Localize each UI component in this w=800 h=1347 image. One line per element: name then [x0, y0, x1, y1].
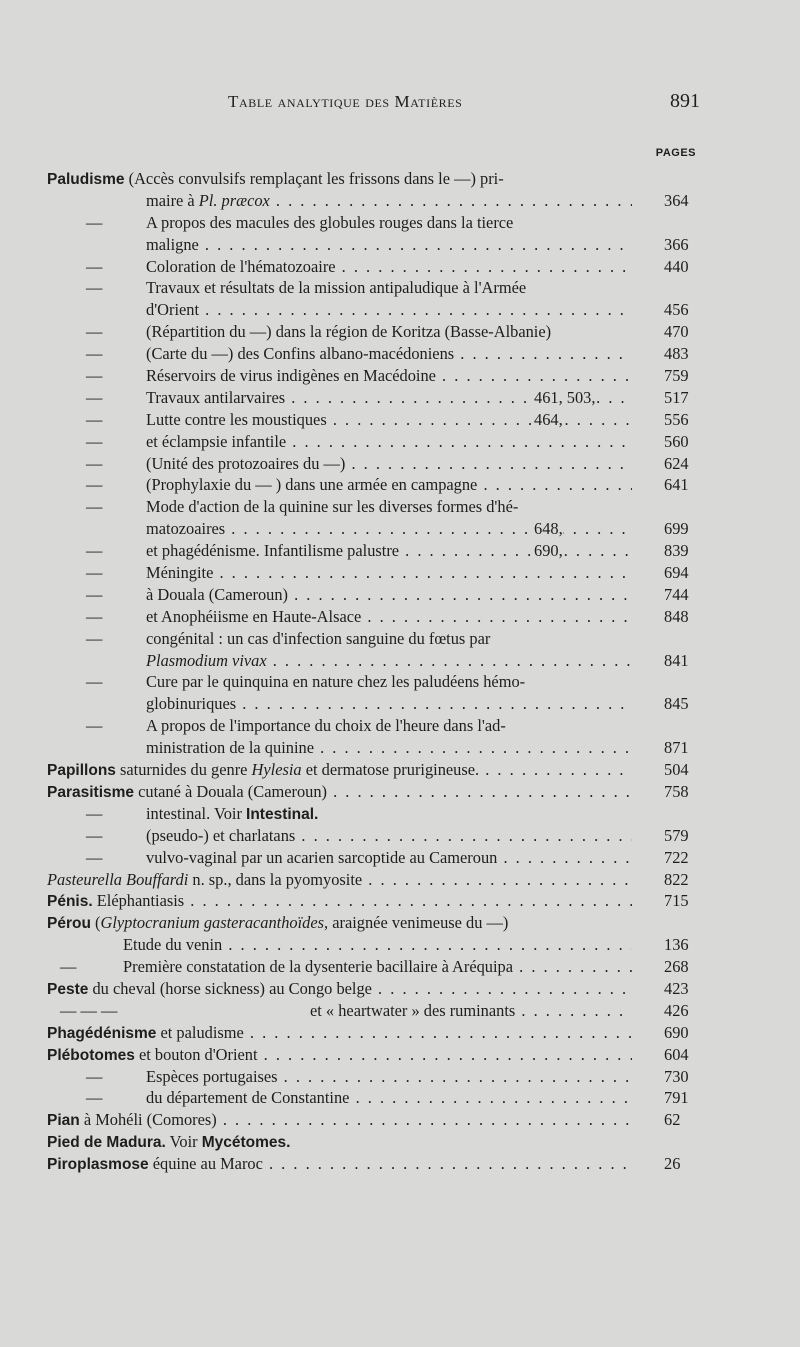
entry-text: [47, 869, 632, 891]
index-line: [0, 890, 800, 912]
entry-description: et « heartwater » des ruminants: [310, 1000, 516, 1020]
entry-description: Eléphantiasis: [92, 891, 185, 911]
index-line: [0, 693, 800, 715]
ditto-dash: —: [86, 584, 103, 604]
entry-text: [146, 365, 632, 387]
ditto-dash: —: [86, 212, 103, 232]
ditto-dash: —: [86, 1066, 103, 1086]
entry-keyword: Pénis.: [47, 893, 93, 911]
ditto-dash: —: [86, 344, 103, 364]
extra-page-refs: 464,: [534, 409, 563, 429]
entry-text: [146, 299, 632, 321]
entry-italic: Glyptocranium gasteracanthoïdes: [100, 913, 325, 933]
extra-page-refs: 690,: [534, 541, 563, 561]
ditto-dash: —: [86, 672, 103, 692]
index-line: [0, 650, 800, 672]
index-line: [0, 584, 800, 606]
page-reference: 690: [664, 1022, 689, 1042]
entry-description: à Mohéli (Comores): [79, 1110, 217, 1130]
index-line: [0, 496, 800, 518]
entry-text: [47, 1022, 632, 1045]
entry-keyword: Piroplasmose: [47, 1156, 149, 1174]
entry-description: d'Orient: [146, 300, 200, 320]
entry-text: [146, 1087, 632, 1109]
entry-description: et dermatose prurigineuse.: [301, 760, 480, 780]
page-reference: 841: [664, 650, 689, 670]
index-line: [0, 190, 800, 212]
index-entries: [0, 168, 800, 1175]
index-line: [0, 956, 800, 978]
index-line: [0, 715, 800, 737]
entry-description: (Répartition du —) dans la région de Koritza (Basse-Albanie): [146, 322, 552, 342]
entry-text: [146, 715, 632, 737]
entry-text: [146, 606, 632, 628]
entry-text: [47, 168, 632, 191]
entry-description: Etude du venin: [123, 935, 223, 955]
entry-italic: Hylesia: [251, 760, 302, 780]
index-line: [0, 299, 800, 321]
entry-description: (Carte du —) des Confins albano-macédoniens: [146, 344, 455, 364]
entry-description: Voir: [165, 1132, 202, 1152]
running-title: Table analytique des Matières: [228, 92, 463, 111]
extra-page-refs: 461, 503,: [534, 387, 596, 407]
entry-text: [146, 671, 632, 693]
page-reference: 504: [664, 760, 689, 780]
index-line: [0, 912, 800, 934]
index-line: [0, 540, 800, 562]
index-line: [0, 343, 800, 365]
entry-text: [146, 628, 632, 650]
entry-description: cutané à Douala (Cameroun): [134, 781, 327, 801]
entry-text: [146, 234, 632, 256]
index-line: [0, 803, 800, 825]
entry-description: vulvo-vaginal par un acarien sarcoptide au Cameroun: [146, 847, 498, 867]
page-reference: 845: [664, 694, 689, 714]
entry-text: [146, 431, 632, 453]
entry-description: maire à: [146, 190, 199, 210]
index-line: [0, 934, 800, 956]
index-line: [0, 409, 800, 431]
index-line: [0, 759, 800, 781]
page-reference: 517: [664, 387, 689, 407]
index-line: [0, 387, 800, 409]
index-line: [0, 256, 800, 278]
entry-description: et bouton d'Orient: [134, 1044, 258, 1064]
page-reference: 440: [664, 256, 689, 276]
ditto-dash: —: [86, 366, 103, 386]
page-reference: 715: [664, 891, 689, 911]
page-reference: 722: [664, 847, 689, 867]
entry-keyword: Pian: [47, 1112, 80, 1130]
entry-text: [146, 190, 632, 212]
index-line: [0, 737, 800, 759]
entry-description: (Accès convulsifs remplaçant les frissons dans le —) pri-: [124, 169, 504, 188]
page-reference: 759: [664, 366, 689, 386]
entry-description: maligne: [146, 234, 199, 254]
index-line: [0, 606, 800, 628]
ditto-dash: —: [86, 563, 103, 583]
cross-reference: Intestinal.: [246, 805, 319, 823]
entry-description: Réservoirs de virus indigènes en Macédoine: [146, 366, 436, 386]
entry-text: [146, 212, 632, 234]
entry-description: , araignée venimeuse du —): [324, 913, 509, 933]
entry-description: n. sp., dans la pyomyosite: [188, 869, 363, 889]
entry-keyword: Pérou: [47, 915, 91, 933]
ditto-dash: —: [86, 803, 103, 823]
entry-description: Cure par le quinquina en nature chez les paludéens hémo-: [146, 672, 526, 692]
page-reference: 136: [664, 935, 689, 955]
ditto-dash: —: [86, 387, 103, 407]
entry-text: [146, 562, 632, 584]
entry-description: A propos des macules des globules rouges dans la tierce: [146, 212, 514, 232]
index-line: [0, 277, 800, 299]
page-reference: 604: [664, 1044, 689, 1064]
entry-text: [47, 912, 632, 935]
index-line: [0, 562, 800, 584]
entry-keyword: Pied de Madura.: [47, 1134, 166, 1152]
entry-text: [146, 693, 632, 715]
entry-text: [310, 1000, 632, 1022]
ditto-dash: —: [86, 256, 103, 276]
entry-text: [146, 737, 632, 759]
entry-description: Lutte contre les moustiques: [146, 409, 327, 429]
entry-description: et Anophéiisme en Haute-Alsace: [146, 606, 362, 626]
index-line: [0, 847, 800, 869]
entry-description: Méningite: [146, 563, 214, 583]
index-line: [0, 1109, 800, 1131]
entry-keyword: Paludisme: [47, 171, 125, 188]
ditto-dash: — — —: [60, 1000, 118, 1020]
entry-text: [146, 343, 632, 365]
entry-description: (: [90, 913, 101, 933]
entry-description: Coloration de l'hématozoaire: [146, 256, 336, 276]
entry-description: (Unité des protozoaires du —): [146, 453, 346, 473]
index-line: [0, 825, 800, 847]
index-line: [0, 628, 800, 650]
pages-column-label: PAGES: [655, 147, 696, 159]
index-line: [0, 671, 800, 693]
ditto-dash: —: [86, 497, 103, 517]
page-reference: 456: [664, 300, 689, 320]
ditto-dash: —: [86, 1088, 103, 1108]
entry-description: équine au Maroc: [148, 1154, 263, 1174]
extra-page-refs: 648,: [534, 519, 563, 539]
page-reference: 641: [664, 475, 689, 495]
entry-keyword: Phagédénisme: [47, 1024, 157, 1042]
index-line: [0, 234, 800, 256]
index-line: [0, 518, 800, 540]
entry-description: intestinal. Voir: [146, 803, 247, 823]
entry-text: [146, 321, 632, 343]
page-reference: 744: [664, 584, 689, 604]
entry-keyword: Papillons: [47, 762, 116, 780]
ditto-dash: —: [86, 716, 103, 736]
index-line: [0, 1022, 800, 1044]
entry-text: [146, 496, 632, 518]
index-line: [0, 365, 800, 387]
ditto-dash: —: [86, 322, 103, 342]
page-reference: 556: [664, 409, 689, 429]
index-line: [0, 431, 800, 453]
entry-description: Première constatation de la dysenterie bacillaire à Aréquipa: [123, 957, 514, 977]
entry-text: [47, 1131, 632, 1154]
index-line: [0, 1087, 800, 1109]
entry-text: [47, 1044, 632, 1067]
index-line: [0, 168, 800, 190]
entry-text: [47, 781, 632, 804]
index-line: [0, 869, 800, 891]
entry-description: et phagédénisme. Infantilisme palustre: [146, 541, 400, 561]
entry-description: et paludisme: [156, 1022, 244, 1042]
ditto-dash: —: [86, 431, 103, 451]
entry-text: [146, 584, 632, 606]
entry-text: [47, 890, 632, 913]
cross-reference: Mycétomes.: [201, 1134, 291, 1152]
entry-text: [146, 474, 632, 496]
index-line: [0, 453, 800, 475]
entry-text: [146, 650, 632, 672]
ditto-dash: —: [86, 475, 103, 495]
entry-description: et éclampsie infantile: [146, 431, 287, 451]
ditto-dash: —: [86, 409, 103, 429]
page-reference: 624: [664, 453, 689, 473]
ditto-dash: —: [86, 628, 103, 648]
ditto-dash: —: [86, 825, 103, 845]
index-line: [0, 1000, 800, 1022]
entry-description: saturnides du genre: [115, 760, 252, 780]
page-reference: 423: [664, 978, 689, 998]
ditto-dash: —: [60, 957, 77, 977]
page-reference: 483: [664, 344, 689, 364]
index-line: [0, 321, 800, 343]
entry-text: [146, 256, 632, 278]
entry-description: du cheval (horse sickness) au Congo belge: [88, 978, 372, 998]
page-reference: 366: [664, 234, 689, 254]
page-reference: 364: [664, 190, 689, 210]
ditto-dash: —: [86, 541, 103, 561]
page-reference: 26: [664, 1154, 681, 1174]
entry-description: Travaux antilarvaires: [146, 387, 286, 407]
entry-text: [146, 847, 632, 869]
page-reference: 426: [664, 1000, 689, 1020]
page-header: [0, 92, 800, 122]
index-line: [0, 978, 800, 1000]
ditto-dash: —: [86, 453, 103, 473]
ditto-dash: —: [86, 606, 103, 626]
entry-text: [123, 934, 632, 956]
page-reference: 560: [664, 431, 689, 451]
page-reference: 871: [664, 738, 689, 758]
page-reference: 470: [664, 322, 689, 342]
entry-description: congénital : un cas d'infection sanguine du fœtus par: [146, 628, 491, 648]
entry-keyword: Parasitisme: [47, 783, 135, 801]
page-reference: 694: [664, 563, 689, 583]
page-reference: 791: [664, 1088, 689, 1108]
entry-text: [146, 277, 632, 299]
page-reference: 699: [664, 519, 689, 539]
entry-italic: Plasmodium vivax: [146, 650, 267, 670]
index-line: [0, 1153, 800, 1175]
entry-text: [123, 956, 632, 978]
entry-keyword: Peste: [47, 980, 89, 998]
page-reference: 848: [664, 606, 689, 626]
entry-description: Mode d'action de la quinine sur les diverses formes d'hé-: [146, 497, 519, 517]
entry-text: [146, 803, 632, 826]
page-reference: 730: [664, 1066, 689, 1086]
index-line: [0, 1044, 800, 1066]
page-reference: 758: [664, 781, 689, 801]
page-reference: 62: [664, 1110, 681, 1130]
entry-text: [146, 825, 632, 847]
entry-italic: Pasteurella Bouffardi: [47, 869, 189, 889]
index-line: [0, 212, 800, 234]
page-reference: 268: [664, 957, 689, 977]
entry-text: [47, 978, 632, 1001]
entry-description: matozoaires: [146, 519, 226, 539]
entry-description: ministration de la quinine: [146, 738, 314, 758]
entry-keyword: Plébotomes: [47, 1046, 135, 1064]
entry-description: globinuriques: [146, 694, 237, 714]
entry-description: du département de Constantine: [146, 1088, 350, 1108]
entry-text: [146, 1066, 632, 1088]
index-line: [0, 781, 800, 803]
entry-description: (pseudo-) et charlatans: [146, 825, 296, 845]
page-reference: 579: [664, 825, 689, 845]
entry-description: Espèces portugaises: [146, 1066, 278, 1086]
entry-description: (Prophylaxie du — ) dans une armée en campagne: [146, 475, 478, 495]
index-line: [0, 1066, 800, 1088]
page-reference: 822: [664, 869, 689, 889]
entry-italic: Pl. præcox: [198, 190, 270, 210]
page-reference: 839: [664, 541, 689, 561]
page-number: 891: [670, 90, 700, 112]
index-line: [0, 1131, 800, 1153]
index-line: [0, 474, 800, 496]
entry-description: A propos de l'importance du choix de l'heure dans l'ad-: [146, 716, 506, 736]
entry-text: [47, 1153, 632, 1176]
entry-text: [47, 1109, 632, 1132]
ditto-dash: —: [86, 847, 103, 867]
ditto-dash: —: [86, 278, 103, 298]
entry-text: [47, 759, 632, 782]
entry-text: [146, 453, 632, 475]
entry-description: à Douala (Cameroun): [146, 584, 288, 604]
entry-description: Travaux et résultats de la mission antipaludique à l'Armée: [146, 278, 527, 298]
